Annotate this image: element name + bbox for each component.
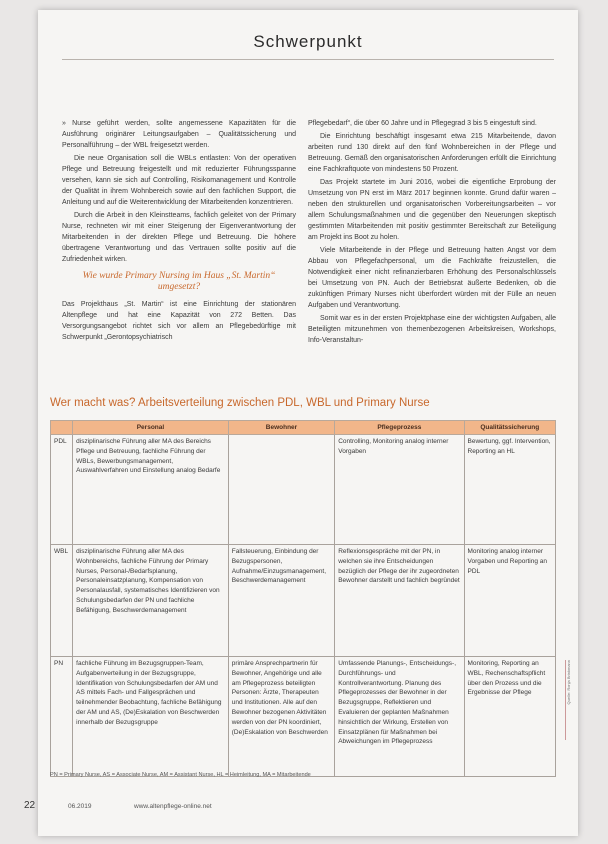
- table-row: [51, 545, 556, 657]
- table-cell: disziplinarische Führung aller MA des Bereichs Pflege und Betreuung, fachliche Führung der WBLs, Bewerbungsmanagement, Auswahlverfahren und Einstellung analog Bedarfe: [73, 435, 229, 545]
- table-footnote: PN = Primary Nurse, AS = Associate Nurse, AM = Assistant Nurse, HL = Heimleitung, MA = Mitarbeitende: [50, 772, 311, 778]
- table-cell: [228, 435, 334, 545]
- table-row: [51, 657, 556, 777]
- website-url[interactable]: www.altenpflege-online.net: [134, 803, 212, 810]
- table-header-cell: Qualitätssicherung: [464, 421, 556, 435]
- right-paragraph: Viele Mitarbeitende in der Pflege und Betreuung hatten Angst vor dem Abbau von Pflegefachpersonal, um die Fachkräfte freizustellen, die Notwendigkeit einer nicht refinanzierbaren Erhöhung des Personalschlüssels bei Umsetzung von PN. Auch der Betriebsrat äußerte Bedenken, ob die zukünftigen Primary Nurses nicht überfordert würden mit der Fülle an neuen Aufgaben und Verantwortung.: [308, 247, 556, 309]
- table-cell: Monitoring, Reporting an WBL, Rechenschaftspflicht über den Prozess und die Ergebnisse der Pflege: [464, 657, 556, 777]
- table-row: [51, 435, 556, 545]
- right-column: [308, 118, 556, 348]
- table-header-cell: [51, 421, 73, 435]
- table-cell: Monitoring analog interner Vorgaben und Reporting an PDL: [464, 545, 556, 657]
- right-paragraph: Das Projekt startete im Juni 2016, wobei die eigentliche Erprobung der Umsetzung von PN erst im März 2017 beginnen konnte. Grund dafür waren – neben den strukturellen und organisatorischen Vorbereitungsarbeiten – vor allem Schulungsmaßnahmen und die gegenüber den Neuerungen skeptisch gestimmten Mitarbeitenden mit positiv gestimmter Bereitschaft zur Beteiligung am Projekt ins Boot zu holen.: [308, 179, 556, 241]
- left-paragraph: Das Projekthaus „St. Martin“ ist eine Einrichtung der stationären Altenpflege und hat eine Kapazität von 272 Betten. Das Versorgungsangebot richtet sich vor allem an Pflegebedürftige mit Schwerpunkt „Gerontopsychiatrisch: [62, 301, 296, 341]
- left-paragraph: Durch die Arbeit in den Kleinstteams, fachlich geleitet von der Primary Nurse, rechneten wir mit einer Steigerung der Eigenverantwortung der Mitarbeitenden in der direkten Pflege und Betreuung. Die höhere übertragene Verantwortung und das Vertrauen sollte positiv auf die Zufriedenheit wirken.: [62, 212, 296, 263]
- table-header-row: [51, 421, 556, 435]
- row-label: PDL: [51, 435, 73, 545]
- left-paragraph: Die neue Organisation soll die WBLs entlasten: Von der operativen Pflege und Betreuung freigestellt und mit reduzierter Führungsspanne versehen, kann sie sich auf Controlling, Risikomanagement und Kontrolle der Qualität in ihrem Wohnbereich sowie auf den fachlichen Support, die Anleitung und auf die Weiterentwicklung der Mitarbeitenden konzentrieren.: [62, 155, 296, 206]
- right-paragraph: Somit war es in der ersten Projektphase eine der wichtigsten Aufgaben, alle Beteiligten mitzunehmen von themenbezogenen Arbeitskreisen, Workshops, Info-Veranstaltun-: [308, 315, 556, 344]
- issue-date: 06.2019: [68, 803, 92, 810]
- table-header-cell: Personal: [73, 421, 229, 435]
- table-title: Wer macht was? Arbeitsverteilung zwischen PDL, WBL und Primary Nurse: [50, 397, 430, 409]
- left-column: [62, 118, 296, 345]
- row-label: PN: [51, 657, 73, 777]
- table-cell: Controlling, Monitoring analog interner Vorgaben: [335, 435, 464, 545]
- right-paragraph: Die Einrichtung beschäftigt insgesamt etwa 215 Mitarbeitende, davon arbeiten rund 130 direkt auf den fünf Wohnbereichen in der Pflege und Betreuung. Gemäß den organisatorischen Anforderungen erfüllt die Einrichtung eine Fachkraftquote von mindestens 50 Prozent.: [308, 133, 556, 173]
- table-cell: Bewertung, ggf. Intervention, Reporting an HL: [464, 435, 556, 545]
- table-header-cell: Pflegeprozess: [335, 421, 464, 435]
- page-number: 22: [24, 800, 36, 811]
- table-cell: Fallsteuerung, Einbindung der Bezugspersonen, Aufnahme/Einzugsmanagement, Beschwerdemanagement: [228, 545, 334, 657]
- right-paragraph: Pflegebedarf“, die über 60 Jahre und in Pflegegrad 3 bis 5 eingestuft sind.: [308, 120, 537, 127]
- header-rule: [62, 59, 554, 60]
- left-paragraph: » Nurse geführt werden, sollte angemessene Kapazitäten für die Ausführung originärer Leitungsaufgaben – Qualitätssicherung und Personalführung – der WBL freigesetzt werden.: [62, 120, 296, 149]
- row-label: WBL: [51, 545, 73, 657]
- pull-quote: Wie wurde Primary Nursing im Haus „St. Martin“ umgesetzt?: [82, 271, 276, 292]
- responsibility-table: [50, 420, 556, 777]
- table-cell: disziplinarische Führung aller MA des Wohnbereichs, fachliche Führung der Primary Nurses, Personal-/Bedarfsplanung, Personaleinsatzplanung, Kompensation von Personalausfall, systematisches Identifizieren von Schulungsbedarfen der PN und fachliche Befähigung, Beschwerdemanagement: [73, 545, 229, 657]
- image-credit: [565, 660, 576, 740]
- credit-text: Quelle: Ronja Brinkmann: [566, 660, 571, 705]
- table-cell: Reflexionsgespräche mit der PN, in welchen sie ihre Entscheidungen bezüglich der Pflege der ihr zugeordneten Bewohner darstellt und fachlich begründet: [335, 545, 464, 657]
- table-header-cell: Bewohner: [228, 421, 334, 435]
- table-cell: fachliche Führung im Bezugsgruppen-Team, Aufgabenverteilung in der Bezugsgruppe, Identifikation von Schulungsbedarfen der AM und AS mittels Fach- und Fallgesprächen und teilnehmender Beobachtung, fachliche Befähigung der AM und AS, (De)Eskalation von Beschwerden innerhalb der Bezugsgruppe: [73, 657, 229, 777]
- table-cell: Umfassende Planungs-, Entscheidungs-, Durchführungs- und Kontrollverantwortung. Planung des Pflegeprozesses der Bewohner in der Bezugsgruppe, Reflektieren und Evaluieren der geplanten Maßnahmen hinsichtlich der Wirkung, Erstellen von Einsatzplänen für Maßnahmen bei Abweichungen im Pflegeprozess: [335, 657, 464, 777]
- section-title: Schwerpunkt: [253, 32, 363, 51]
- table-cell: primäre Ansprechpartnerin für Bewohner, Angehörige und alle am Pflegeprozess beteiligten Personen: Ärzte, Therapeuten und Institutionen. Alle auf den Bewohner bezogenen Aktivitäten werden von der PN koordiniert, (De)Eskalation von Beschwerden: [228, 657, 334, 777]
